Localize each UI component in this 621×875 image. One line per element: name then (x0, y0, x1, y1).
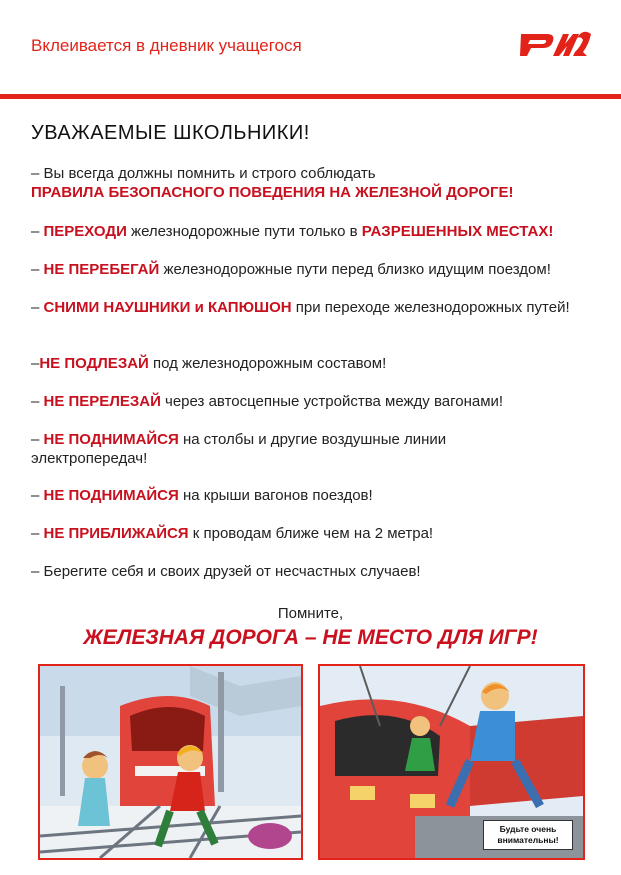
header-subtitle: Вклеивается в дневник учащегося (31, 36, 302, 55)
children-on-tracks-illustration (40, 666, 301, 858)
intro-line: – Вы всегда должны помнить и строго соблюдать (31, 165, 376, 182)
rule-item: – НЕ ПЕРЕЛЕЗАЙ через автосцепные устройства между вагонами! (31, 393, 504, 410)
illustration-left (38, 664, 303, 860)
rule-item: – НЕ ПЕРЕБЕГАЙ железнодорожные пути перед близко идущим поездом! (31, 261, 551, 278)
rule-item: –НЕ ПОДЛЕЗАЙ под железнодорожным составом! (31, 355, 387, 372)
page-title: УВАЖАЕМЫЕ ШКОЛЬНИКИ! (31, 122, 310, 144)
closing-slogan: ЖЕЛЕЗНАЯ ДОРОГА – НЕ МЕСТО ДЛЯ ИГР! (83, 626, 538, 649)
rzd-logo (517, 24, 593, 60)
rule-item: – ПЕРЕХОДИ железнодорожные пути только в РАЗРЕШЕННЫХ МЕСТАХ! (31, 223, 554, 240)
header-divider (0, 94, 621, 99)
rule-item: – НЕ ПОДНИМАЙСЯ на крыши вагонов поездов! (31, 487, 373, 504)
rule-item: – НЕ ПРИБЛИЖАЙСЯ к проводам ближе чем на 2 метра! (31, 525, 434, 542)
intro-rules-heading: ПРАВИЛА БЕЗОПАСНОГО ПОВЕДЕНИЯ НА ЖЕЛЕЗНОЙ ДОРОГЕ! (31, 184, 514, 201)
illustration-right (318, 664, 585, 860)
illustration-caption: Будьте очень внимательны! (483, 820, 573, 850)
closing-lead: Помните, (277, 605, 344, 622)
rule-item-final: – Берегите себя и своих друзей от несчастных случаев! (31, 563, 421, 580)
rule-item: – НЕ ПОДНИМАЙСЯ на столбы и другие воздушные линии электропередач! (31, 431, 447, 467)
rule-item: – СНИМИ НАУШНИКИ и КАПЮШОН при переходе железнодорожных путей! (31, 299, 570, 316)
